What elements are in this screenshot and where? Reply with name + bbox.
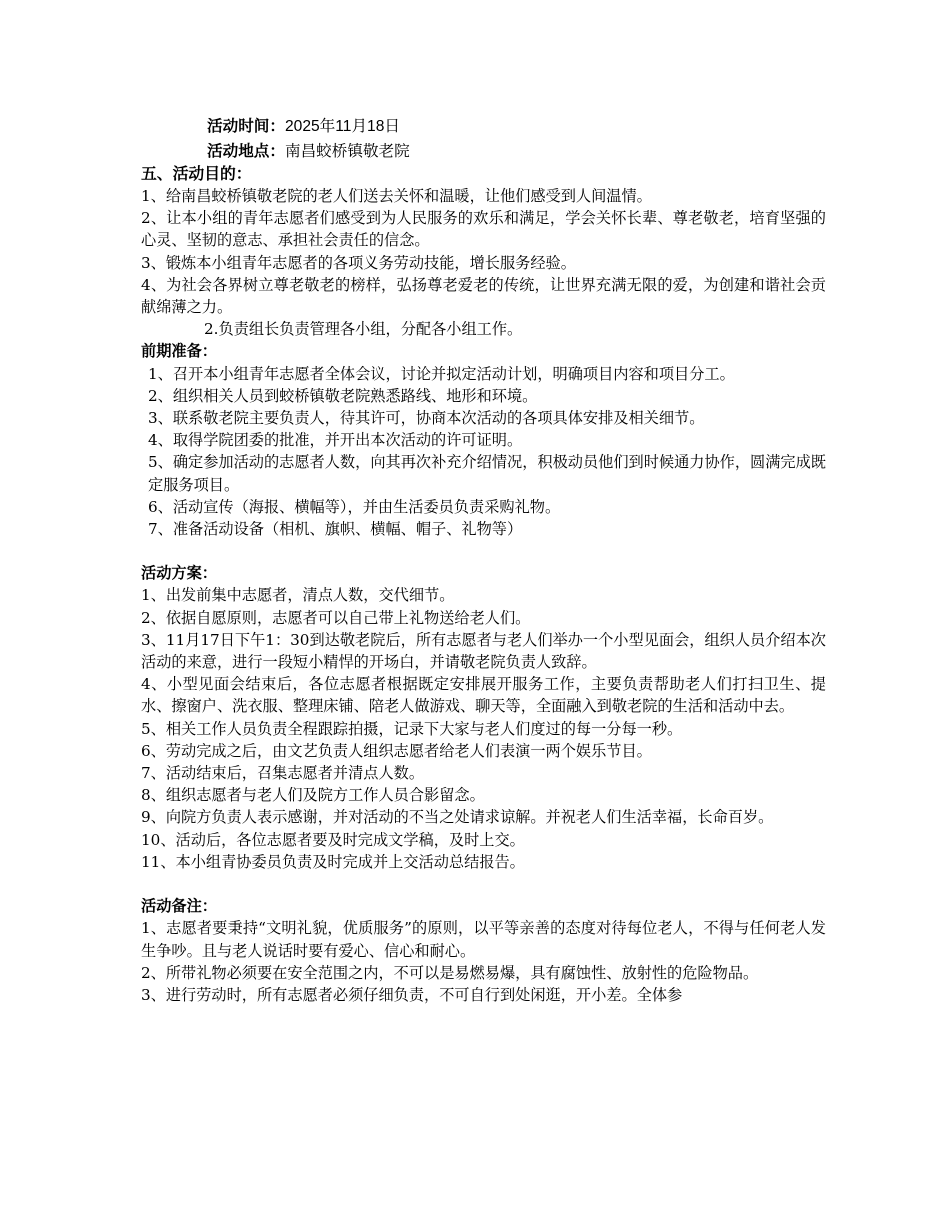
plan-item-7: 7、活动结束后，召集志愿者并清点人数。	[141, 764, 425, 783]
section-spacer	[141, 540, 826, 562]
plan-item-5: 5、相关工作人员负责全程跟踪拍摄，记录下大家与老人们度过的每一分每一秒。	[141, 719, 683, 738]
preparation-heading: 前期准备：	[141, 342, 217, 361]
plan-item-9: 9、向院方负责人表示感谢，并对活动的不当之处请求谅解。并祝老人们生活幸福，长命百岁。	[141, 808, 774, 827]
preparation-item-5: 5、确定参加活动的志愿者人数，向其再次补充介绍情况，积极动员他们到时候通力协作，圆满完成既定服务项目。	[148, 453, 826, 494]
activity-location-row	[141, 139, 826, 163]
preparation-item-6: 6、活动宣传（海报、横幅等），并由生活委员负责采购礼物。	[148, 497, 561, 516]
preparation-item-1: 1、召开本小组青年志愿者全体会议，讨论并拟定活动计划，明确项目内容和项目分工。	[148, 364, 735, 383]
purpose-item-2: 2、让本小组的青年志愿者们感受到为人民服务的欢乐和满足，学会关怀长辈、尊老敬老，培育坚强的心灵、坚韧的意志、承担社会责任的信念。	[141, 209, 826, 250]
activity-time-label: 活动时间：	[207, 116, 285, 135]
purpose-item-1: 1、给南昌蛟桥镇敬老院的老人们送去关怀和温暖，让他们感受到人间温情。	[141, 187, 652, 205]
plan-item-6: 6、劳动完成之后，由文艺负责人组织志愿者给老人们表演一两个娱乐节目。	[141, 741, 652, 760]
plan-item-1: 1、出发前集中志愿者，清点人数，交代细节。	[141, 586, 455, 605]
document-page	[141, 114, 826, 1006]
notes-item-1: 1、志愿者要秉持“文明礼貌，优质服务”的原则，以平等亲善的态度对待每位老人，不得与任何老人发生争吵。且与老人说话时要有爱心、信心和耐心。	[141, 919, 826, 960]
purpose-heading: 五、活动目的：	[141, 164, 252, 183]
notes-heading: 活动备注：	[141, 897, 217, 916]
preparation-item-2: 2、组织相关人员到蛟桥镇敬老院熟悉路线、地形和环境。	[148, 386, 538, 405]
purpose-item-3: 3、锻炼本小组青年志愿者的各项义务劳动技能，增长服务经验。	[141, 253, 576, 272]
activity-time-value: 2025年11月18日	[284, 118, 400, 135]
preparation-item-7: 7、准备活动设备（相机、旗帜、横幅、帽子、礼物等）	[148, 520, 523, 539]
purpose-sub-item: 2.负责组长负责管理各小组，分配各小组工作。	[204, 320, 523, 339]
section-spacer	[141, 873, 826, 895]
preparation-item-3: 3、联系敬老院主要负责人，待其许可，协商本次活动的各项具体安排及相关细节。	[148, 409, 705, 428]
plan-item-8: 8、组织志愿者与老人们及院方工作人员合影留念。	[141, 786, 485, 805]
purpose-item-4: 4、为社会各界树立尊老敬老的榜样，弘扬尊老爱老的传统，让世界充满无限的爱，为创建和谐社会贡献绵薄之力。	[141, 275, 826, 317]
plan-item-11: 11、本小组青协委员负责及时完成并上交活动总结报告。	[141, 852, 525, 871]
activity-location-label: 活动地点：	[207, 141, 285, 160]
preparation-item-4: 4、取得学院团委的批准，并开出本次活动的许可证明。	[148, 431, 523, 450]
plan-item-4: 4、小型见面会结束后，各位志愿者根据既定安排展开服务工作，主要负责帮助老人们打扫卫生、提水、擦窗户、洗衣服、整理床铺、陪老人做游戏、聊天等，全面融入到敬老院的生活和活动中去。	[141, 675, 826, 716]
notes-item-2: 2、所带礼物必须要在安全范围之内，不可以是易燃易爆，具有腐蚀性、放射性的危险物品。	[141, 963, 759, 982]
plan-item-2: 2、依据自愿原则，志愿者可以自己带上礼物送给老人们。	[141, 608, 531, 627]
plan-heading: 活动方案：	[141, 564, 217, 583]
plan-item-10: 10、活动后，各位志愿者要及时完成文学稿，及时上交。	[141, 830, 525, 849]
notes-item-3: 3、进行劳动时，所有志愿者必须仔细负责，不可自行到处闲逛，开小差。全体参	[141, 985, 683, 1004]
activity-location-value: 南昌蛟桥镇敬老院	[284, 142, 410, 160]
activity-time-row	[141, 114, 826, 139]
plan-item-3: 3、11月17日下午1：30到达敬老院后，所有志愿者与老人们举办一个小型见面会，组织人员介绍本次活动的来意，进行一段短小精悍的开场白，并请敬老院负责人致辞。	[141, 630, 826, 672]
